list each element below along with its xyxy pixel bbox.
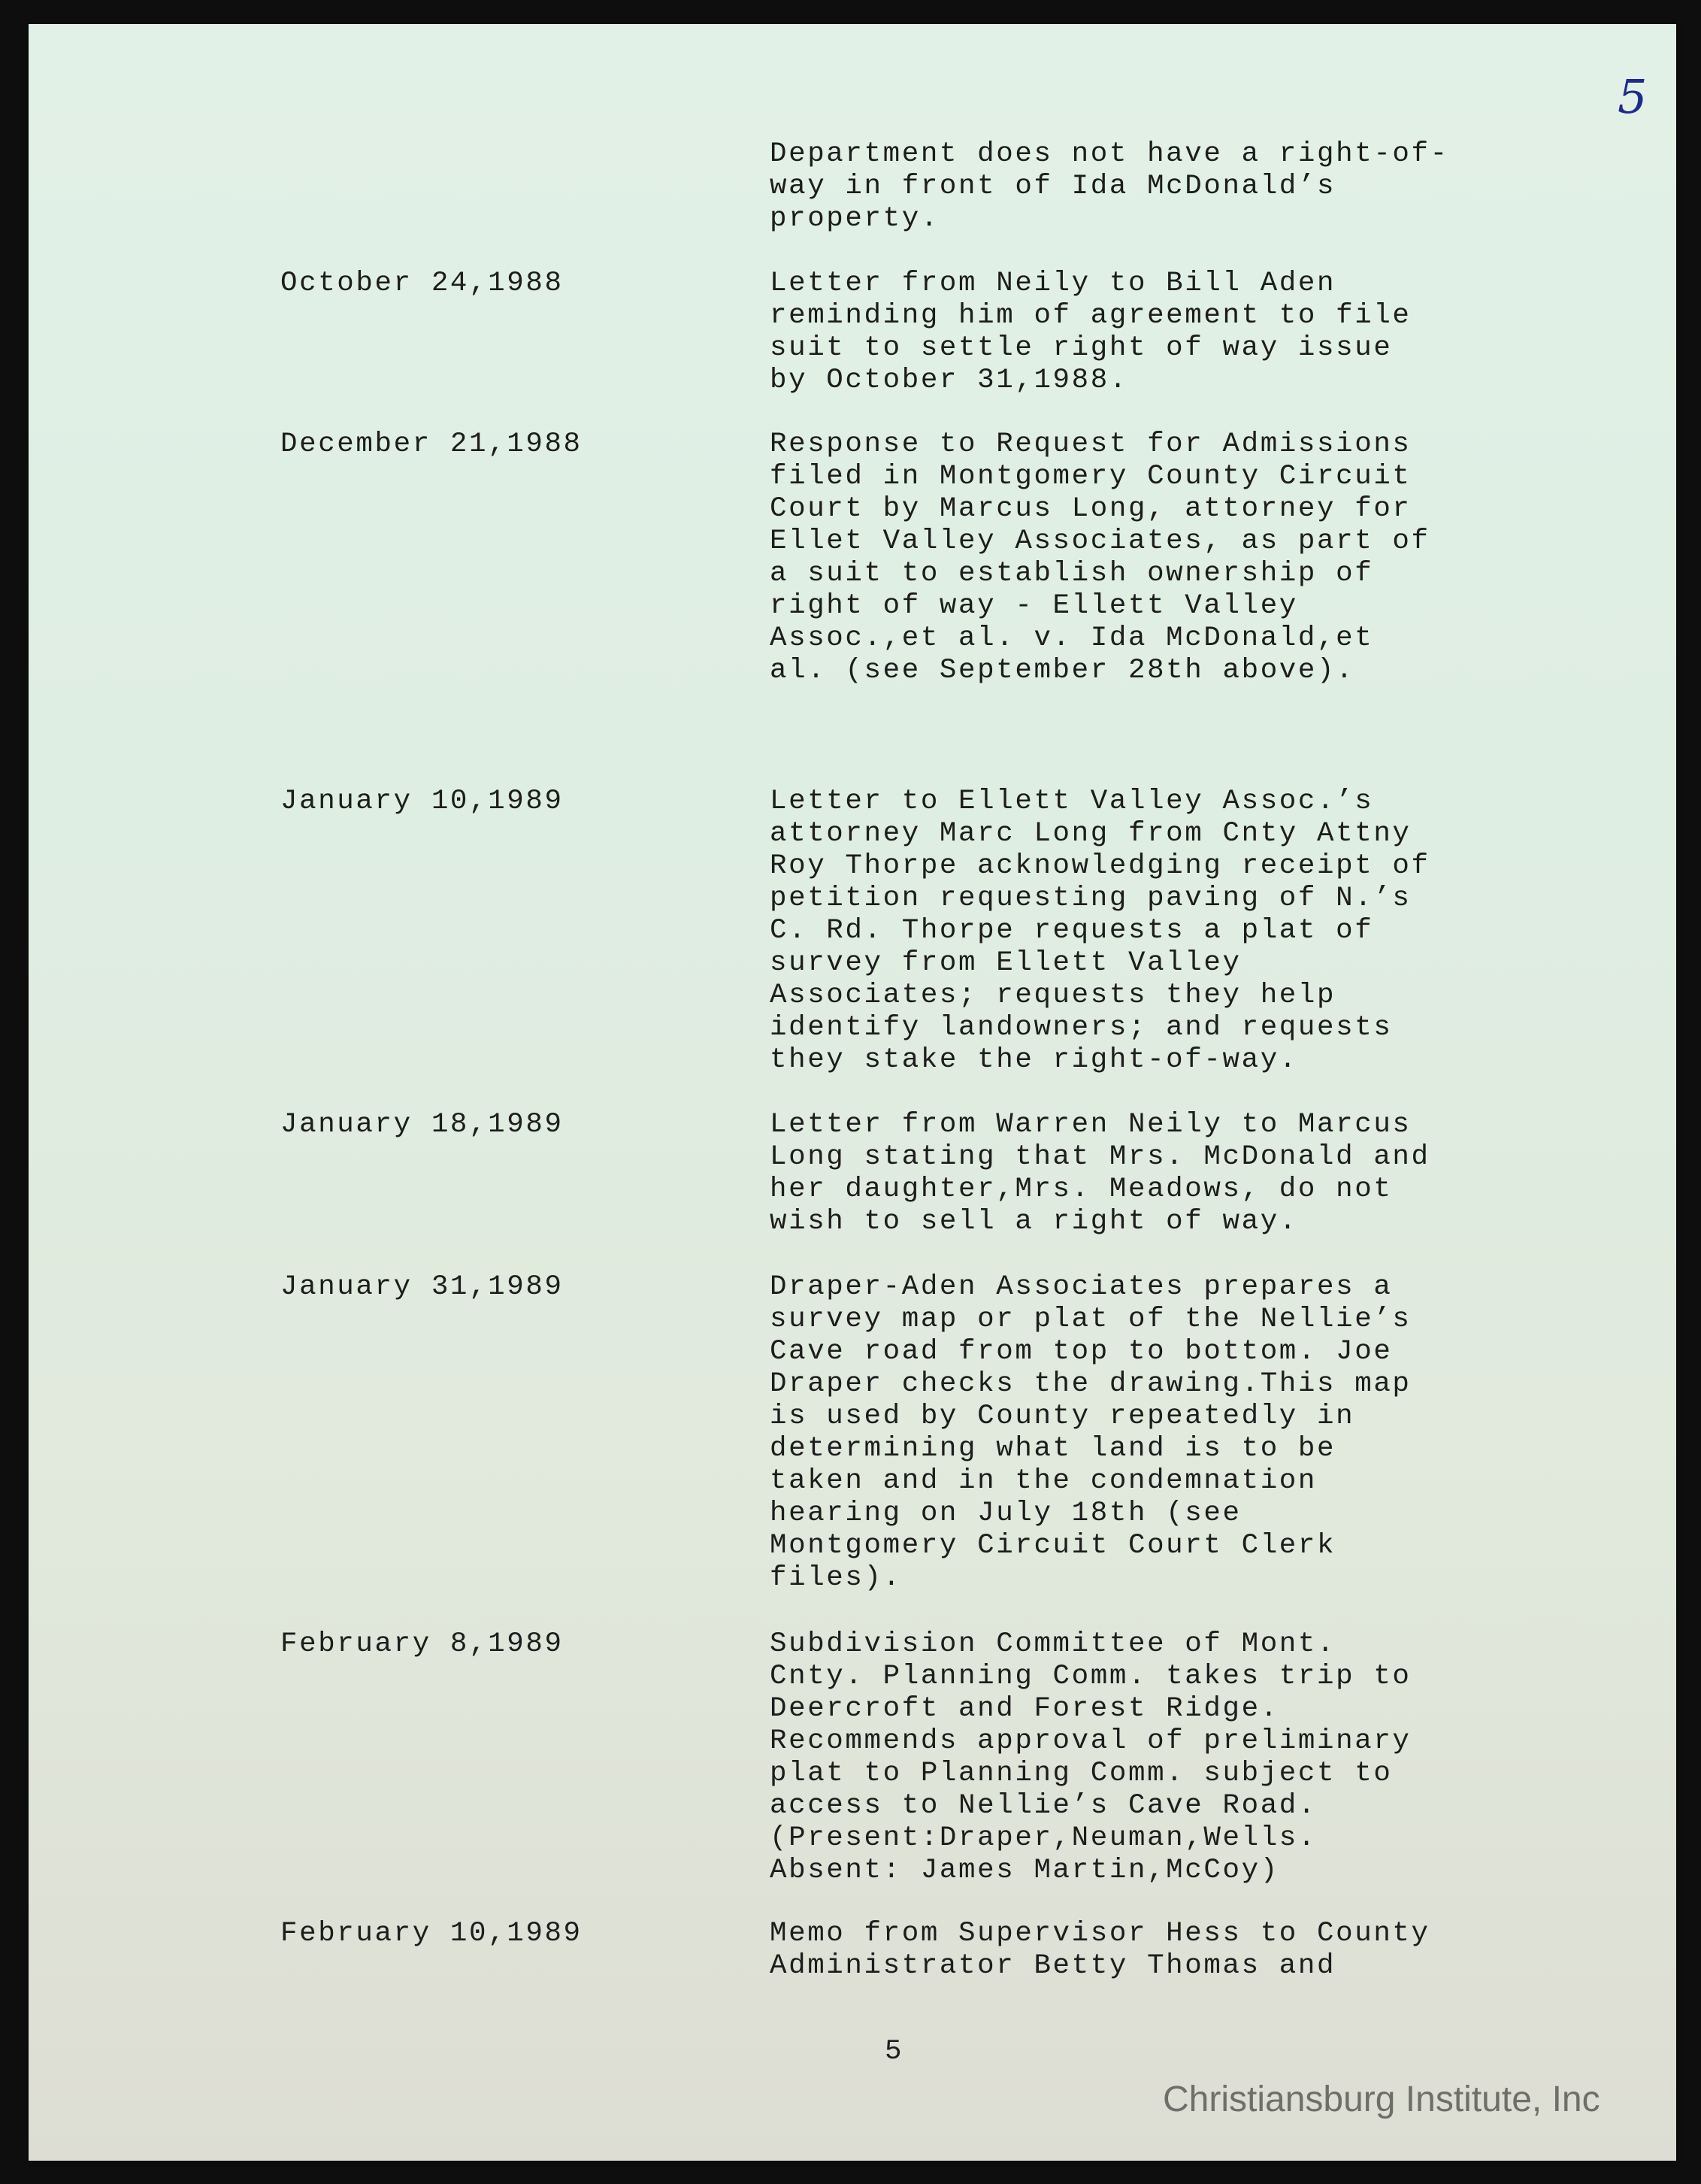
entry-date: January 31,1989 bbox=[280, 1271, 564, 1303]
entry-description: Letter from Neily to Bill Aden reminding him of agreement to file suit to settle right of way issue by October 31,1988. bbox=[770, 268, 1412, 396]
entry-description: Response to Request for Admissions filed in Montgomery County Circuit Court by Marcus Long, attorney for Ellet Valley Associates, as part of a suit to establish ownership of right of way - Ellett Valley Assoc.,et al. v. Ida McDonald,et al. (see September 28th above). bbox=[770, 429, 1430, 686]
entry-date: February 10,1989 bbox=[280, 1918, 583, 1949]
watermark: Christiansburg Institute, Inc bbox=[1163, 2079, 1600, 2119]
document-page bbox=[29, 24, 1676, 2161]
entry-date: December 21,1988 bbox=[280, 429, 583, 460]
entry-description: Department does not have a right-of- way in front of Ida McDonald’s property. bbox=[770, 138, 1449, 235]
handwritten-page-number: 5 bbox=[1618, 69, 1648, 124]
entry-description: Letter from Warren Neily to Marcus Long stating that Mrs. McDonald and her daughter,Mrs. Meadows, do not wish to sell a right of way. bbox=[770, 1109, 1430, 1237]
entry-date: February 8,1989 bbox=[280, 1628, 564, 1660]
entry-description: Memo from Supervisor Hess to County Administrator Betty Thomas and bbox=[770, 1918, 1430, 1982]
entry-date: October 24,1988 bbox=[280, 268, 564, 299]
page-number: 5 bbox=[885, 2036, 904, 2067]
entry-date: January 18,1989 bbox=[280, 1109, 564, 1140]
entry-description: Subdivision Committee of Mont. Cnty. Planning Comm. takes trip to Deercroft and Forest Ridge. Recommends approval of preliminary plat to Planning Comm. subject to access to Nellie’s Cave Road. (Present:Draper,Neuman,Wells. Absent: James Martin,McCoy) bbox=[770, 1628, 1412, 1886]
entry-description: Letter to Ellett Valley Assoc.’s attorney Marc Long from Cnty Attny Roy Thorpe acknowledging receipt of petition requesting paving of N.’s C. Rd. Thorpe requests a plat of survey from Ellett Valley Associates; requests they help identify landowners; and requests they stake the right-of-way. bbox=[770, 786, 1430, 1076]
entry-description: Draper-Aden Associates prepares a survey map or plat of the Nellie’s Cave road from top to bottom. Joe Draper checks the drawing.This map is used by County repeatedly in determining what land is to be taken and in the condemnation hearing on July 18th (see Montgomery Circuit Court Clerk files). bbox=[770, 1271, 1412, 1594]
entry-date: January 10,1989 bbox=[280, 786, 564, 817]
